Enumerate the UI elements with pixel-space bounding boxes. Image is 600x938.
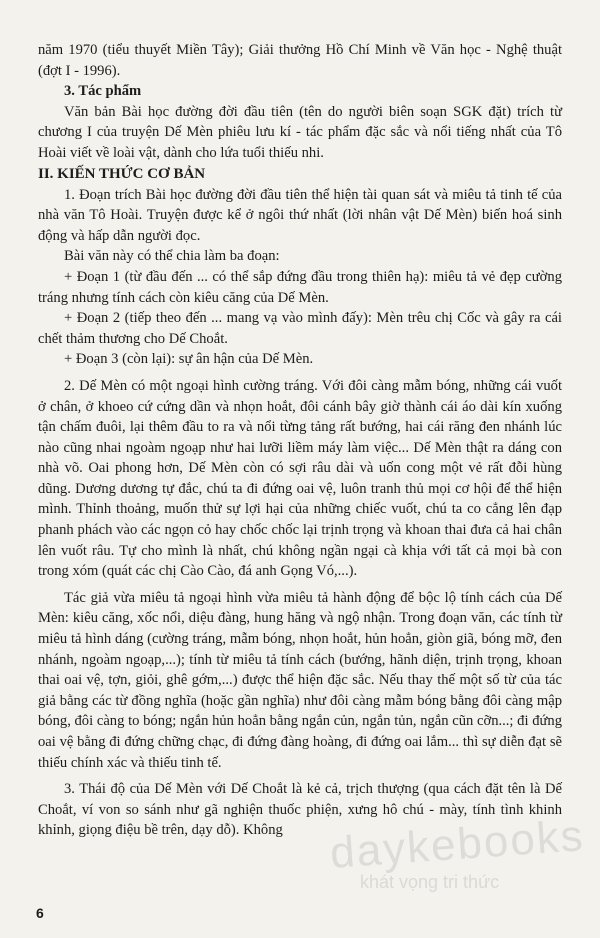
paragraph-tac-gia: Tác giả vừa miêu tả ngoại hình vừa miêu tả hành động để bộc lộ tính cách của Dế Mèn: kiêu căng, xốc nổi, diệu đàng, hung hăng và ngộ nhận. Trong đoạn văn, các tính từ miêu tả hình dáng (cường tráng, mẫm bóng, nhọn hoắt, hủn hoẳn, giòn giã, bóng mỡ, đen nhánh, ngoàm ngoạp,...); tính từ miêu tả tính cách (bướng, hãnh diện, trịnh trọng, khoan thai oai vệ, tợn, giỏi, ghê gớm,...) được thể hiện đặc sắc. Nếu thay thế một số từ của tác giả bằng các từ đồng nghĩa (hoặc gần nghĩa) như đôi càng mẫm bóng bằng đôi càng mập bóng, đôi càng to bóng; ngắn hủn hoẳn bằng ngắn củn, ngắn tủn, ngắn cũn cỡn...; đi đứng oai vệ bằng đi đứng chững chạc, đi đứng đàng hoàng, đi đứng oai lắm... thì sự diễn đạt sẽ thiếu chính xác và thiếu tinh tế. bbox=[38, 589, 562, 771]
paragraph-intro-end: năm 1970 (tiểu thuyết Miền Tây); Giải thưởng Hồ Chí Minh về Văn học - Nghệ thuật (đợt I - 1996). bbox=[38, 42, 562, 79]
paragraph-doan-1: + Đoạn 1 (từ đầu đến ... có thể sắp đứng đầu trong thiên hạ): miêu tả vẻ đẹp cường tráng nhưng tính cách còn kiêu căng của Dế Mèn. bbox=[38, 268, 562, 306]
page-content bbox=[38, 40, 562, 841]
page-number: 6 bbox=[36, 905, 44, 921]
paragraph-3: 3. Thái độ của Dế Mèn với Dế Choắt là kẻ cả, trịch thượng (qua cách đặt tên là Dế Choắt, ví von so sánh như gã nghiện thuốc phiện, xưng hô chú - mày, tính tình khinh khỉnh, giọng điệu bề trên, dạy dỗ). Không bbox=[38, 781, 562, 839]
paragraph-division: Bài văn này có thể chia làm ba đoạn: bbox=[64, 248, 280, 265]
section-heading-tac-pham: 3. Tác phẩm bbox=[64, 83, 142, 100]
watermark: daykebooks bbox=[328, 811, 587, 878]
watermark-subtitle: khát vọng tri thức bbox=[360, 872, 500, 892]
section-heading-kien-thuc: II. KIẾN THỨC CƠ BẢN bbox=[38, 165, 206, 182]
paragraph-tac-pham: Văn bản Bài học đường đời đầu tiên (tên do người biên soạn SGK đặt) trích từ chương I của truyện Dế Mèn phiêu lưu kí - tác phẩm đặc sắc và nổi tiếng nhất của Tô Hoài viết về loài vật, dành cho lứa tuổi thiếu nhi. bbox=[38, 103, 562, 161]
paragraph-1: 1. Đoạn trích Bài học đường đời đầu tiên thể hiện tài quan sát và miêu tả tinh tế của nhà văn Tô Hoài. Truyện được kể ở ngôi thứ nhất (lời nhân vật Dế Mèn) biến hoá sinh động và hấp dẫn người đọc. bbox=[38, 186, 562, 244]
paragraph-doan-3: + Đoạn 3 (còn lại): sự ân hận của Dế Mèn. bbox=[64, 351, 314, 368]
paragraph-2: 2. Dế Mèn có một ngoại hình cường tráng. Với đôi càng mẫm bóng, những cái vuốt ở chân, ở khoeo cứ cứng dần và nhọn hoắt, đôi cánh bây giờ thành cái áo dài kín xuống tận chấm đuôi, lại thêm đầu to ra và nổi từng tảng rất bướng, hai cái răng đen nhánh lúc nào cũng nhai ngoàm ngoạp như hai lưỡi liềm máy làm việc... Dế Mèn thật ra dáng con nhà võ. Oai phong hơn, Dế Mèn còn có sợi râu dài và uốn cong một vẻ rất đỗi hùng dũng. Dương dương tự đắc, chú ta đi đứng oai vệ, luôn tranh thủ mọi cơ hội để thể hiện mình. Thỉnh thoảng, muốn thử sự lợi hại của những chiếc vuốt, chú ta co cẳng lên đạp phanh phách vào các ngọn cỏ hay chốc chốc lại trịnh trọng và khoan thai đưa cả hai chân lên vuốt râu. Tự cho mình là nhất, chú không ngần ngại cà khịa với tất cả mọi bà con trong xóm (quát các chị Cào Cào, đá anh Gọng Vó,...). bbox=[38, 377, 562, 580]
paragraph-doan-2: + Đoạn 2 (tiếp theo đến ... mang vạ vào mình đấy): Mèn trêu chị Cốc và gây ra cái chết thảm thương cho Dế Choắt. bbox=[38, 310, 562, 347]
